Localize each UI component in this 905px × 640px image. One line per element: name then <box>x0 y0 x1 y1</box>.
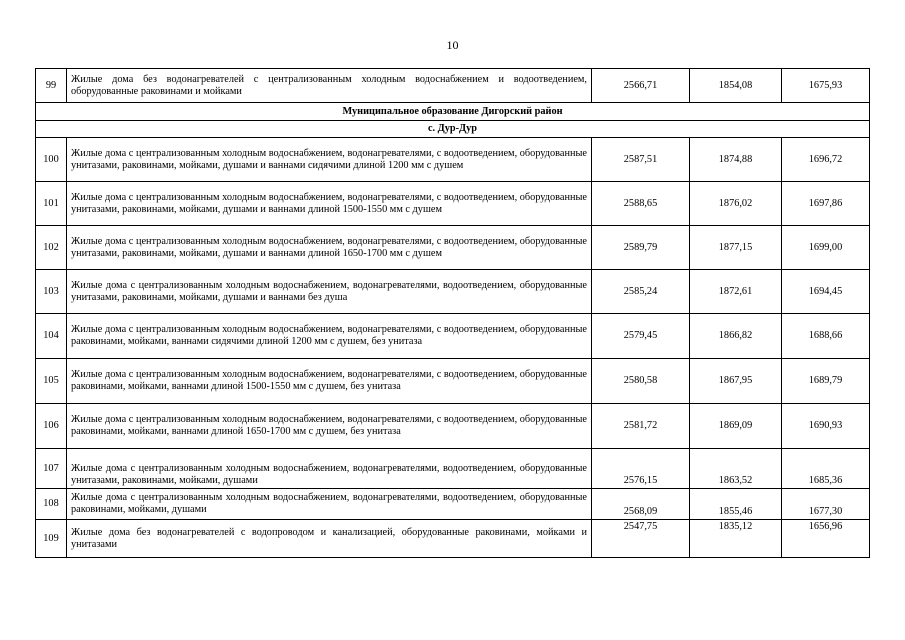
value-cell-3: 1699,00 <box>782 226 870 270</box>
row-number: 106 <box>36 404 67 449</box>
row-description: Жилые дома с централизованным холодным водоснабжением, водонагревателями, водоотведением, оборудованные унитазами, раковинами, мойками, душами и ваннами без душа <box>67 270 592 314</box>
value-cell-3: 1688,66 <box>782 314 870 359</box>
tariff-table <box>35 68 870 558</box>
value-cell-2: 1866,82 <box>690 314 782 359</box>
table-row <box>36 69 870 103</box>
row-description: Жилые дома с централизованным холодным водоснабжением, водонагревателями, водоотведением, оборудованные унитазами, раковинами, мойками, душами <box>67 449 592 489</box>
table-row <box>36 449 870 489</box>
table-row <box>36 226 870 270</box>
row-description: Жилые дома с централизованным холодным водоснабжением, водонагревателями, с водоотведением, оборудованные унитазами, раковинами, мойками, душами и ваннами сидячими длиной 1200 мм с душем <box>67 138 592 182</box>
row-number: 104 <box>36 314 67 359</box>
row-description: Жилые дома с централизованным холодным водоснабжением, водонагревателями, с водоотведением, оборудованные раковинами, мойками, ваннами длиной 1500-1550 мм с душем, без унитаза <box>67 359 592 404</box>
table-row <box>36 270 870 314</box>
table-row <box>36 314 870 359</box>
value-cell-1: 2588,65 <box>592 182 690 226</box>
table-row <box>36 182 870 226</box>
value-cell-2: 1872,61 <box>690 270 782 314</box>
table-row <box>36 520 870 558</box>
table-row <box>36 138 870 182</box>
value-cell-2: 1869,09 <box>690 404 782 449</box>
value-cell-1: 2585,24 <box>592 270 690 314</box>
subsection-title: с. Дур-Дур <box>36 121 870 138</box>
row-number: 107 <box>36 449 67 489</box>
value-cell-1: 2589,79 <box>592 226 690 270</box>
value-cell-3: 1694,45 <box>782 270 870 314</box>
value-cell-3: 1697,86 <box>782 182 870 226</box>
value-cell-2: 1855,46 <box>690 489 782 520</box>
row-number: 101 <box>36 182 67 226</box>
row-number: 102 <box>36 226 67 270</box>
value-cell-1: 2566,71 <box>592 69 690 103</box>
value-cell-1: 2587,51 <box>592 138 690 182</box>
row-description: Жилые дома без водонагревателей с водопроводом и канализацией, оборудованные раковинами, мойками и унитазами <box>67 520 592 558</box>
row-number: 100 <box>36 138 67 182</box>
value-cell-1: 2547,75 <box>592 520 690 558</box>
value-cell-2: 1877,15 <box>690 226 782 270</box>
table-row <box>36 489 870 520</box>
row-description: Жилые дома без водонагревателей с централизованным холодным водоснабжением и водоотведением, оборудованные раковинами и мойками <box>67 69 592 103</box>
value-cell-2: 1854,08 <box>690 69 782 103</box>
value-cell-3: 1690,93 <box>782 404 870 449</box>
row-description: Жилые дома с централизованным холодным водоснабжением, водонагревателями, с водоотведением, оборудованные раковинами, мойками, ваннами сидячими длиной 1200 мм с душем, без унитаза <box>67 314 592 359</box>
section-header-row <box>36 103 870 121</box>
row-description: Жилые дома с централизованным холодным водоснабжением, водонагревателями, водоотведением, оборудованные раковинами, мойками, душами <box>67 489 592 520</box>
value-cell-3: 1675,93 <box>782 69 870 103</box>
value-cell-3: 1677,30 <box>782 489 870 520</box>
section-title: Муниципальное образование Дигорский район <box>36 103 870 121</box>
value-cell-1: 2580,58 <box>592 359 690 404</box>
row-number: 105 <box>36 359 67 404</box>
value-cell-2: 1874,88 <box>690 138 782 182</box>
row-description: Жилые дома с централизованным холодным водоснабжением, водонагревателями, с водоотведением, оборудованные раковинами, мойками, ваннами длиной 1650-1700 мм с душем, без унитаза <box>67 404 592 449</box>
row-description: Жилые дома с централизованным холодным водоснабжением, водонагревателями, с водоотведением, оборудованные унитазами, раковинами, мойками, душами и ваннами длиной 1650-1700 мм с душем <box>67 226 592 270</box>
value-cell-3: 1689,79 <box>782 359 870 404</box>
page-number: 10 <box>446 38 459 52</box>
row-description: Жилые дома с централизованным холодным водоснабжением, водонагревателями, с водоотведением, оборудованные унитазами, раковинами, мойками, душами и ваннами длиной 1500-1550 мм с душем <box>67 182 592 226</box>
row-number: 109 <box>36 520 67 558</box>
value-cell-3: 1696,72 <box>782 138 870 182</box>
value-cell-2: 1876,02 <box>690 182 782 226</box>
table-row <box>36 404 870 449</box>
value-cell-1: 2579,45 <box>592 314 690 359</box>
value-cell-1: 2581,72 <box>592 404 690 449</box>
value-cell-3: 1685,36 <box>782 449 870 489</box>
value-cell-3: 1656,96 <box>782 520 870 558</box>
row-number: 108 <box>36 489 67 520</box>
value-cell-2: 1867,95 <box>690 359 782 404</box>
value-cell-2: 1835,12 <box>690 520 782 558</box>
value-cell-1: 2568,09 <box>592 489 690 520</box>
value-cell-2: 1863,52 <box>690 449 782 489</box>
row-number: 99 <box>36 69 67 103</box>
value-cell-1: 2576,15 <box>592 449 690 489</box>
subsection-header-row <box>36 121 870 138</box>
table-row <box>36 359 870 404</box>
row-number: 103 <box>36 270 67 314</box>
